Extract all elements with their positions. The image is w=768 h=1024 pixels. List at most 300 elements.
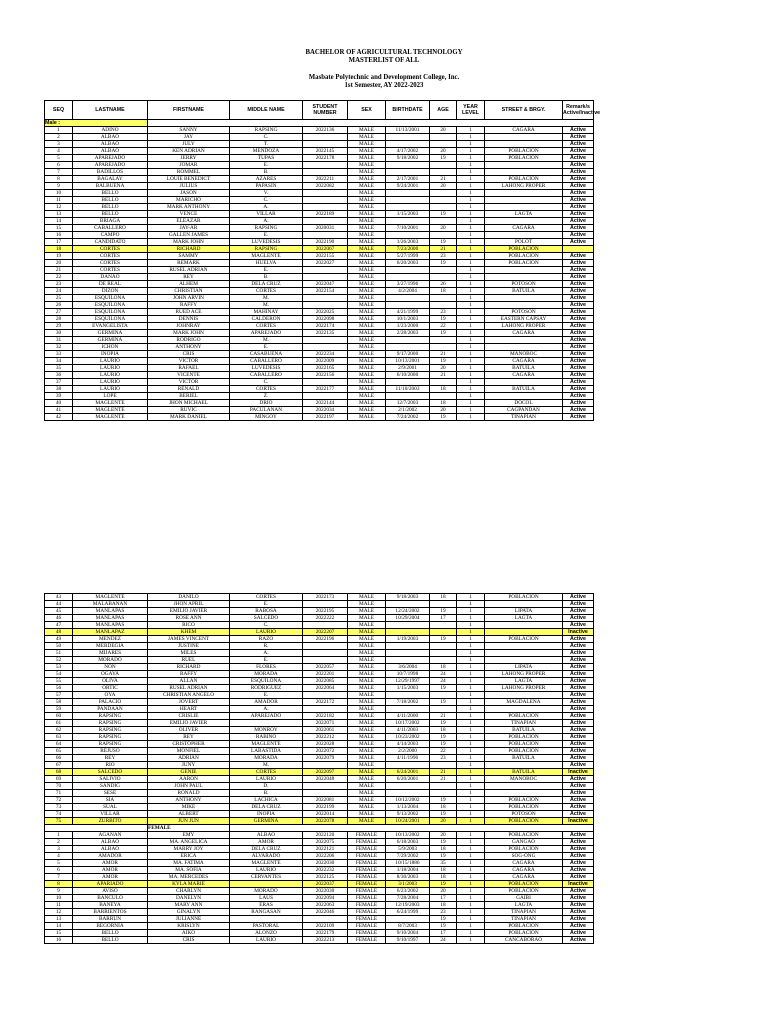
cell-middle-name: FLORES xyxy=(230,664,303,671)
cell-firstname: CRIS xyxy=(148,351,230,358)
cell-sex: MALE xyxy=(348,337,386,344)
cell-firstname: ERICA xyxy=(148,853,230,860)
cell-seq: 57 xyxy=(45,692,73,699)
cell-year-level: 1 xyxy=(457,846,485,853)
cell-firstname: ANTHONY xyxy=(148,344,230,351)
cell-sex: MALE xyxy=(348,372,386,379)
table-row xyxy=(45,860,594,867)
cell-street-brgy xyxy=(485,783,563,790)
cell-student-number: 2022135 xyxy=(303,330,348,337)
cell-firstname: ANTHONY xyxy=(148,797,230,804)
cell-seq: 6 xyxy=(45,162,73,169)
cell-student-number: 2022028 xyxy=(303,741,348,748)
cell-remarks: Active xyxy=(563,797,594,804)
cell-middle-name: LAUS xyxy=(230,895,303,902)
cell-year-level: 1 xyxy=(457,211,485,218)
table-row xyxy=(45,741,594,748)
cell-middle-name: CABALLERO xyxy=(230,358,303,365)
cell-sex: MALE xyxy=(348,790,386,797)
cell-birthdate: 6/23/2002 xyxy=(386,888,430,895)
cell-middle-name: MAHINAY xyxy=(230,309,303,316)
cell-birthdate: 7/28/2004 xyxy=(386,895,430,902)
cell-age: 20 xyxy=(430,183,457,190)
cell-remarks: Active xyxy=(563,253,594,260)
table-row xyxy=(45,650,594,657)
cell-lastname: CABALLERO xyxy=(73,225,148,232)
cell-birthdate: 6/24/1999 xyxy=(386,909,430,916)
table-row xyxy=(45,218,594,225)
cell-seq: 71 xyxy=(45,790,73,797)
cell-seq: 20 xyxy=(45,260,73,267)
cell-lastname: AVISO xyxy=(73,888,148,895)
cell-middle-name: DELA CRUZ xyxy=(230,281,303,288)
cell-street-brgy: POBLACION xyxy=(485,818,563,825)
cell-student-number xyxy=(303,783,348,790)
cell-seq: 33 xyxy=(45,351,73,358)
cell-middle-name: LABASTIDA xyxy=(230,748,303,755)
cell-year-level: 1 xyxy=(457,916,485,923)
cell-street-brgy: TINAPIAN xyxy=(485,720,563,727)
cell-seq: 58 xyxy=(45,699,73,706)
cell-sex: MALE xyxy=(348,386,386,393)
cell-sex: MALE xyxy=(348,657,386,664)
cell-student-number: 2022196 xyxy=(303,636,348,643)
cell-student-number: 2022009 xyxy=(303,358,348,365)
table-row xyxy=(45,664,594,671)
cell-student-number: 2022037 xyxy=(303,881,348,888)
cell-firstname: JOVERT xyxy=(148,699,230,706)
cell-seq: 53 xyxy=(45,664,73,671)
cell-sex: MALE xyxy=(348,288,386,295)
cell-birthdate: 6/10/2000 xyxy=(386,372,430,379)
cell-middle-name: MORADO xyxy=(230,888,303,895)
cell-birthdate: 1/18/2004 xyxy=(386,867,430,874)
cell-birthdate: 7/18/2002 xyxy=(386,699,430,706)
cell-sex: MALE xyxy=(348,393,386,400)
cell-sex: MALE xyxy=(348,281,386,288)
cell-age: 23 xyxy=(430,309,457,316)
cell-year-level: 1 xyxy=(457,407,485,414)
cell-street-brgy: SOG-ONG xyxy=(485,853,563,860)
cell-seq: 70 xyxy=(45,783,73,790)
cell-birthdate xyxy=(386,141,430,148)
cell-remarks: Active xyxy=(563,400,594,407)
cell-sex: FEMALE xyxy=(348,881,386,888)
cell-middle-name: LACHICA xyxy=(230,797,303,804)
table-row xyxy=(45,811,594,818)
cell-sex: MALE xyxy=(348,162,386,169)
header-sex: SEX xyxy=(348,101,386,120)
cell-firstname: VICTOR xyxy=(148,358,230,365)
cell-lastname: LAURIO xyxy=(73,365,148,372)
cell-age: 21 xyxy=(430,176,457,183)
cell-year-level: 1 xyxy=(457,629,485,636)
cell-remarks: Active xyxy=(563,776,594,783)
table-row xyxy=(45,274,594,281)
cell-seq: 59 xyxy=(45,706,73,713)
cell-age: 19 xyxy=(430,239,457,246)
cell-birthdate: 1/26/2003 xyxy=(386,239,430,246)
cell-firstname: REMARK xyxy=(148,260,230,267)
cell-sex: MALE xyxy=(348,351,386,358)
masterlist-table-page1 xyxy=(44,100,601,421)
cell-age: 18 xyxy=(430,727,457,734)
cell-street-brgy xyxy=(485,762,563,769)
table-row xyxy=(45,930,594,937)
cell-lastname: MERDEGIA xyxy=(73,643,148,650)
cell-middle-name: C. xyxy=(230,134,303,141)
cell-birthdate: 3/27/1996 xyxy=(386,281,430,288)
cell-street-brgy: POBLACION xyxy=(485,148,563,155)
cell-seq: 63 xyxy=(45,734,73,741)
cell-birthdate: 5/27/1999 xyxy=(386,253,430,260)
cell-birthdate: 1/13/2004 xyxy=(386,804,430,811)
cell-street-brgy: LIPATA xyxy=(485,664,563,671)
cell-seq: 13 xyxy=(45,916,73,923)
cell-birthdate: 8/30/2003 xyxy=(386,874,430,881)
cell-middle-name: C. xyxy=(230,197,303,204)
cell-firstname: KEN ADRIAN xyxy=(148,148,230,155)
cell-student-number: 2022014 xyxy=(303,811,348,818)
cell-remarks: Active xyxy=(563,783,594,790)
cell-year-level: 1 xyxy=(457,671,485,678)
masterlist-table-page2 xyxy=(44,593,594,944)
cell-student-number: 2022097 xyxy=(303,769,348,776)
cell-seq: 3 xyxy=(45,846,73,853)
cell-year-level: 1 xyxy=(457,615,485,622)
table-row xyxy=(45,846,594,853)
cell-student-number: 2022027 xyxy=(303,260,348,267)
cell-firstname: JULIANNE xyxy=(148,916,230,923)
cell-street-brgy: POBLACION xyxy=(485,713,563,720)
cell-middle-name xyxy=(230,720,303,727)
table-row xyxy=(45,351,594,358)
cell-sex: FEMALE xyxy=(348,853,386,860)
cell-middle-name: CORTES xyxy=(230,594,303,601)
cell-seq: 30 xyxy=(45,330,73,337)
header-middle-name: MIDDLE NAME xyxy=(230,101,303,120)
cell-student-number: 2022048 xyxy=(303,776,348,783)
cell-birthdate xyxy=(386,302,430,309)
cell-middle-name: GERMINA xyxy=(230,818,303,825)
cell-student-number xyxy=(303,657,348,664)
cell-age: 21 xyxy=(430,776,457,783)
cell-firstname: MILES xyxy=(148,650,230,657)
cell-year-level: 1 xyxy=(457,148,485,155)
cell-seq: 37 xyxy=(45,379,73,386)
cell-middle-name: M. xyxy=(230,302,303,309)
cell-remarks: Active xyxy=(563,643,594,650)
cell-year-level: 1 xyxy=(457,797,485,804)
cell-middle-name: LAURIO xyxy=(230,629,303,636)
cell-middle-name: RAPSING xyxy=(230,246,303,253)
cell-lastname: SESE xyxy=(73,790,148,797)
cell-sex: FEMALE xyxy=(348,874,386,881)
cell-year-level: 1 xyxy=(457,288,485,295)
cell-year-level: 1 xyxy=(457,608,485,615)
cell-firstname: JAY-AR xyxy=(148,225,230,232)
cell-seq: 9 xyxy=(45,183,73,190)
cell-firstname: MARK JOHN xyxy=(148,330,230,337)
cell-birthdate: 12/19/2003 xyxy=(386,902,430,909)
cell-middle-name: B. xyxy=(230,274,303,281)
cell-remarks: Active xyxy=(563,811,594,818)
cell-firstname: VICENTE xyxy=(148,372,230,379)
cell-birthdate: 4/11/2000 xyxy=(386,713,430,720)
cell-lastname: OGAYA xyxy=(73,671,148,678)
cell-student-number: 2022190 xyxy=(303,239,348,246)
cell-middle-name: CORTES xyxy=(230,769,303,776)
cell-sex: MALE xyxy=(348,643,386,650)
table-row xyxy=(45,253,594,260)
cell-birthdate: 7/29/2002 xyxy=(386,853,430,860)
cell-year-level: 1 xyxy=(457,295,485,302)
cell-sex: FEMALE xyxy=(348,930,386,937)
table-row xyxy=(45,748,594,755)
cell-birthdate: 4/2/2004 xyxy=(386,288,430,295)
cell-birthdate: 1/15/2003 xyxy=(386,685,430,692)
cell-birthdate: 6/20/2001 xyxy=(386,776,430,783)
cell-year-level: 1 xyxy=(457,678,485,685)
cell-seq: 5 xyxy=(45,155,73,162)
cell-birthdate: 2/2/2000 xyxy=(386,748,430,755)
cell-seq: 28 xyxy=(45,316,73,323)
cell-remarks: Active xyxy=(563,685,594,692)
cell-sex: FEMALE xyxy=(348,832,386,839)
cell-middle-name: MONROY xyxy=(230,727,303,734)
cell-student-number xyxy=(303,267,348,274)
cell-year-level: 1 xyxy=(457,204,485,211)
cell-year-level: 1 xyxy=(457,811,485,818)
cell-street-brgy xyxy=(485,169,563,176)
table-row xyxy=(45,881,594,888)
cell-middle-name: MORADA xyxy=(230,671,303,678)
cell-remarks: Active xyxy=(563,176,594,183)
cell-student-number: 2022075 xyxy=(303,839,348,846)
cell-remarks xyxy=(563,246,594,253)
cell-student-number: 2022144 xyxy=(303,400,348,407)
cell-sex: MALE xyxy=(348,797,386,804)
cell-seq: 29 xyxy=(45,323,73,330)
cell-seq: 10 xyxy=(45,190,73,197)
cell-remarks: Active xyxy=(563,211,594,218)
cell-year-level: 1 xyxy=(457,218,485,225)
cell-seq: 40 xyxy=(45,400,73,407)
cell-remarks: Active xyxy=(563,267,594,274)
cell-birthdate xyxy=(386,643,430,650)
cell-sex: FEMALE xyxy=(348,902,386,909)
cell-age xyxy=(430,393,457,400)
cell-year-level: 1 xyxy=(457,190,485,197)
cell-student-number: 2022079 xyxy=(303,755,348,762)
cell-student-number: 2022085 xyxy=(303,678,348,685)
cell-lastname: REY xyxy=(73,755,148,762)
cell-firstname: CRISLIE xyxy=(148,713,230,720)
cell-lastname: BELLO xyxy=(73,190,148,197)
cell-firstname: JULY xyxy=(148,141,230,148)
cell-remarks: Active xyxy=(563,678,594,685)
cell-middle-name: A. xyxy=(230,218,303,225)
cell-seq: 45 xyxy=(45,608,73,615)
cell-age xyxy=(430,657,457,664)
cell-age xyxy=(430,629,457,636)
cell-middle-name: LUVEDESIS xyxy=(230,239,303,246)
cell-sex: MALE xyxy=(348,309,386,316)
cell-firstname: MARICHO xyxy=(148,197,230,204)
cell-street-brgy xyxy=(485,134,563,141)
cell-seq: 24 xyxy=(45,288,73,295)
table-row xyxy=(45,344,594,351)
cell-remarks: Active xyxy=(563,379,594,386)
table-row xyxy=(45,769,594,776)
cell-street-brgy: CAGARA xyxy=(485,330,563,337)
cell-remarks: Active xyxy=(563,916,594,923)
cell-seq: 46 xyxy=(45,615,73,622)
cell-age: 18 xyxy=(430,902,457,909)
cell-age: 21 xyxy=(430,769,457,776)
cell-sex: MALE xyxy=(348,678,386,685)
cell-student-number xyxy=(303,762,348,769)
cell-year-level: 1 xyxy=(457,622,485,629)
cell-remarks: Active xyxy=(563,657,594,664)
cell-seq: 73 xyxy=(45,804,73,811)
cell-middle-name: CORTES xyxy=(230,386,303,393)
cell-middle-name: Z. xyxy=(230,393,303,400)
table-row xyxy=(45,372,594,379)
table-row xyxy=(45,127,594,134)
cell-middle-name xyxy=(230,916,303,923)
cell-middle-name: M. xyxy=(230,762,303,769)
cell-firstname: JERRY xyxy=(148,155,230,162)
table-row xyxy=(45,902,594,909)
cell-sex: FEMALE xyxy=(348,867,386,874)
cell-age xyxy=(430,783,457,790)
cell-year-level: 1 xyxy=(457,769,485,776)
cell-age xyxy=(430,232,457,239)
cell-remarks: Active xyxy=(563,204,594,211)
cell-firstname: RAFFY xyxy=(148,671,230,678)
cell-sex: MALE xyxy=(348,295,386,302)
cell-student-number xyxy=(303,706,348,713)
cell-age: 21 xyxy=(430,372,457,379)
cell-street-brgy: POBLACION xyxy=(485,846,563,853)
cell-street-brgy: TINAPIAN xyxy=(485,414,563,421)
male-section-label: Male : xyxy=(45,120,148,127)
cell-age: 20 xyxy=(430,365,457,372)
cell-lastname: ALBAO xyxy=(73,141,148,148)
cell-middle-name: E. xyxy=(230,162,303,169)
cell-street-brgy xyxy=(485,302,563,309)
cell-street-brgy: CAGPANDAN xyxy=(485,407,563,414)
cell-age: 20 xyxy=(430,407,457,414)
cell-middle-name: HUELVA xyxy=(230,260,303,267)
cell-firstname: ADRIAN xyxy=(148,755,230,762)
cell-middle-name: LAURIO xyxy=(230,937,303,944)
cell-student-number xyxy=(303,169,348,176)
table-row xyxy=(45,323,594,330)
cell-lastname: BELLO xyxy=(73,204,148,211)
table-row xyxy=(45,804,594,811)
cell-student-number xyxy=(303,601,348,608)
cell-student-number: 2022156 xyxy=(303,372,348,379)
cell-lastname: PANDAAN xyxy=(73,706,148,713)
cell-seq: 60 xyxy=(45,713,73,720)
cell-student-number: 2022174 xyxy=(303,323,348,330)
cell-student-number: 2022072 xyxy=(303,748,348,755)
cell-student-number: 2022165 xyxy=(303,365,348,372)
cell-age: 18 xyxy=(430,867,457,874)
cell-remarks: Active xyxy=(563,853,594,860)
cell-sex: MALE xyxy=(348,414,386,421)
cell-firstname: CRIS xyxy=(148,937,230,944)
header-age: AGE xyxy=(430,101,457,120)
cell-street-brgy: GANGAO xyxy=(485,839,563,846)
cell-student-number: 2022067 xyxy=(303,246,348,253)
female-section-label: FEMALE xyxy=(148,825,230,832)
cell-street-brgy: LAHONG PROPER xyxy=(485,671,563,678)
cell-street-brgy: BATUILA xyxy=(485,365,563,372)
cell-student-number: 2022145 xyxy=(303,148,348,155)
table-row xyxy=(45,309,594,316)
table-row xyxy=(45,776,594,783)
table-row xyxy=(45,734,594,741)
cell-student-number xyxy=(303,162,348,169)
cell-sex: MALE xyxy=(348,629,386,636)
cell-sex: MALE xyxy=(348,218,386,225)
cell-middle-name: RABOSA xyxy=(230,608,303,615)
cell-birthdate: 10/13/2002 xyxy=(386,832,430,839)
cell-lastname: CORTES xyxy=(73,253,148,260)
cell-age xyxy=(430,267,457,274)
cell-firstname: MA. SOFIA xyxy=(148,867,230,874)
cell-street-brgy: CAGARA xyxy=(485,372,563,379)
table-row xyxy=(45,379,594,386)
cell-firstname: ALBERT xyxy=(148,811,230,818)
cell-firstname: LOUIE BENEDICT xyxy=(148,176,230,183)
cell-sex: MALE xyxy=(348,232,386,239)
cell-lastname: ZURBITO xyxy=(73,818,148,825)
cell-lastname: BANEYA xyxy=(73,902,148,909)
table-row xyxy=(45,407,594,414)
cell-remarks: Active xyxy=(563,622,594,629)
cell-sex: MALE xyxy=(348,734,386,741)
cell-street-brgy: MANOBOC xyxy=(485,776,563,783)
cell-sex: MALE xyxy=(348,176,386,183)
table-row xyxy=(45,601,594,608)
cell-birthdate: 1/23/2000 xyxy=(386,323,430,330)
cell-birthdate xyxy=(386,295,430,302)
cell-street-brgy: BATUILA xyxy=(485,755,563,762)
cell-remarks: Active xyxy=(563,839,594,846)
cell-lastname: SIA xyxy=(73,797,148,804)
cell-lastname: MAGLENTE xyxy=(73,594,148,601)
table-row xyxy=(45,727,594,734)
cell-middle-name: RAPSING xyxy=(230,127,303,134)
cell-year-level: 1 xyxy=(457,874,485,881)
cell-student-number: 2022201 xyxy=(303,671,348,678)
cell-birthdate: 9/18/2002 xyxy=(386,155,430,162)
cell-firstname: JHON APRIL xyxy=(148,601,230,608)
cell-firstname: AIKO xyxy=(148,930,230,937)
cell-street-brgy: MAGDALENA xyxy=(485,699,563,706)
cell-age xyxy=(430,790,457,797)
cell-age: 19 xyxy=(430,636,457,643)
table-row xyxy=(45,706,594,713)
cell-student-number: 2022211 xyxy=(303,176,348,183)
cell-seq: 10 xyxy=(45,895,73,902)
cell-sex: MALE xyxy=(348,636,386,643)
cell-student-number xyxy=(303,295,348,302)
